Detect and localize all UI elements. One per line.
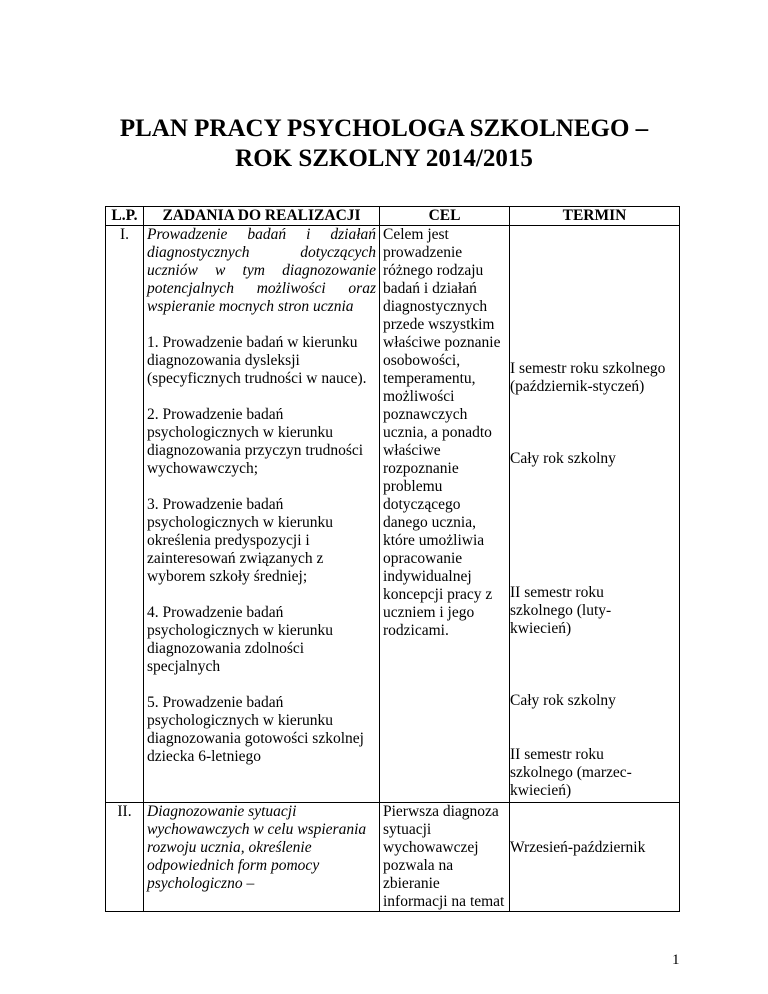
task-item: 2. Prowadzenie badań psychologicznych w kierunku diagnozowania przyczyn trudności wychowawczych; bbox=[147, 406, 364, 477]
term-item: Cały rok szkolny bbox=[510, 692, 616, 709]
title-line-1: PLAN PRACY PSYCHOLOGA SZKOLNEGO – bbox=[119, 115, 649, 142]
term-cell bbox=[510, 226, 680, 803]
term-item: II semestr roku szkolnego (luty-kwiecień) bbox=[510, 584, 612, 637]
plan-table bbox=[105, 206, 680, 912]
row-number: II. bbox=[106, 803, 144, 912]
term-item: II semestr roku szkolnego (marzec-kwiecień) bbox=[510, 746, 632, 799]
term-item: Cały rok szkolny bbox=[510, 450, 616, 467]
title-line-2: ROK SZKOLNY 2014/2015 bbox=[235, 145, 533, 172]
term-item: I semestr roku szkolnego (październik-styczeń) bbox=[510, 360, 666, 395]
task-item: 3. Prowadzenie badań psychologicznych w kierunku określenia predyspozycji i zainteresowań związanych z wyborem szkoły średniej; bbox=[147, 496, 333, 585]
table-header-row bbox=[106, 207, 680, 226]
header-goal: CEL bbox=[380, 207, 510, 226]
task-item: 5. Prowadzenie badań psychologicznych w kierunku diagnozowania gotowości szkolnej dziecka 6-letniego bbox=[147, 694, 364, 765]
goal-cell: Pierwsza diagnoza sytuacji wychowawczej pozwala na zbieranie informacji na temat bbox=[380, 803, 510, 912]
table-row bbox=[106, 226, 680, 803]
header-term: TERMIN bbox=[510, 207, 680, 226]
page-title bbox=[0, 114, 768, 174]
task-item: 4. Prowadzenie badań psychologicznych w kierunku diagnozowania zdolności specjalnych bbox=[147, 604, 333, 675]
header-lp: L.P. bbox=[106, 207, 144, 226]
task-intro: Diagnozowanie sytuacji wychowawczych w celu wspierania rozwoju ucznia, określenie odpowiednich form pomocy psychologiczno – bbox=[147, 803, 367, 892]
tasks-cell bbox=[144, 803, 380, 912]
term-item: Wrzesień-październik bbox=[510, 839, 646, 856]
task-intro: Prowadzenie badań i działań diagnostycznych dotyczących uczniów w tym diagnozowanie potencjalnych możliwości oraz wspieranie mocnych stron ucznia bbox=[147, 226, 376, 315]
term-cell bbox=[510, 803, 680, 912]
page-number: 1 bbox=[672, 952, 680, 968]
header-tasks: ZADANIA DO REALIZACJI bbox=[144, 207, 380, 226]
row-number: I. bbox=[106, 226, 144, 803]
tasks-cell bbox=[144, 226, 380, 803]
table-row bbox=[106, 803, 680, 912]
task-item: 1. Prowadzenie badań w kierunku diagnozowania dysleksji (specyficznych trudności w nauce). bbox=[147, 334, 367, 387]
goal-cell: Celem jest prowadzenie różnego rodzaju badań i działań diagnostycznych przede wszystkim właściwe poznanie osobowości, temperamentu, możliwości poznawczych ucznia, a ponadto właściwe rozpoznanie problemu dotyczącego danego ucznia, które umożliwia opracowanie indywidualnej koncepcji pracy z uczniem i jego rodzicami. bbox=[380, 226, 510, 803]
